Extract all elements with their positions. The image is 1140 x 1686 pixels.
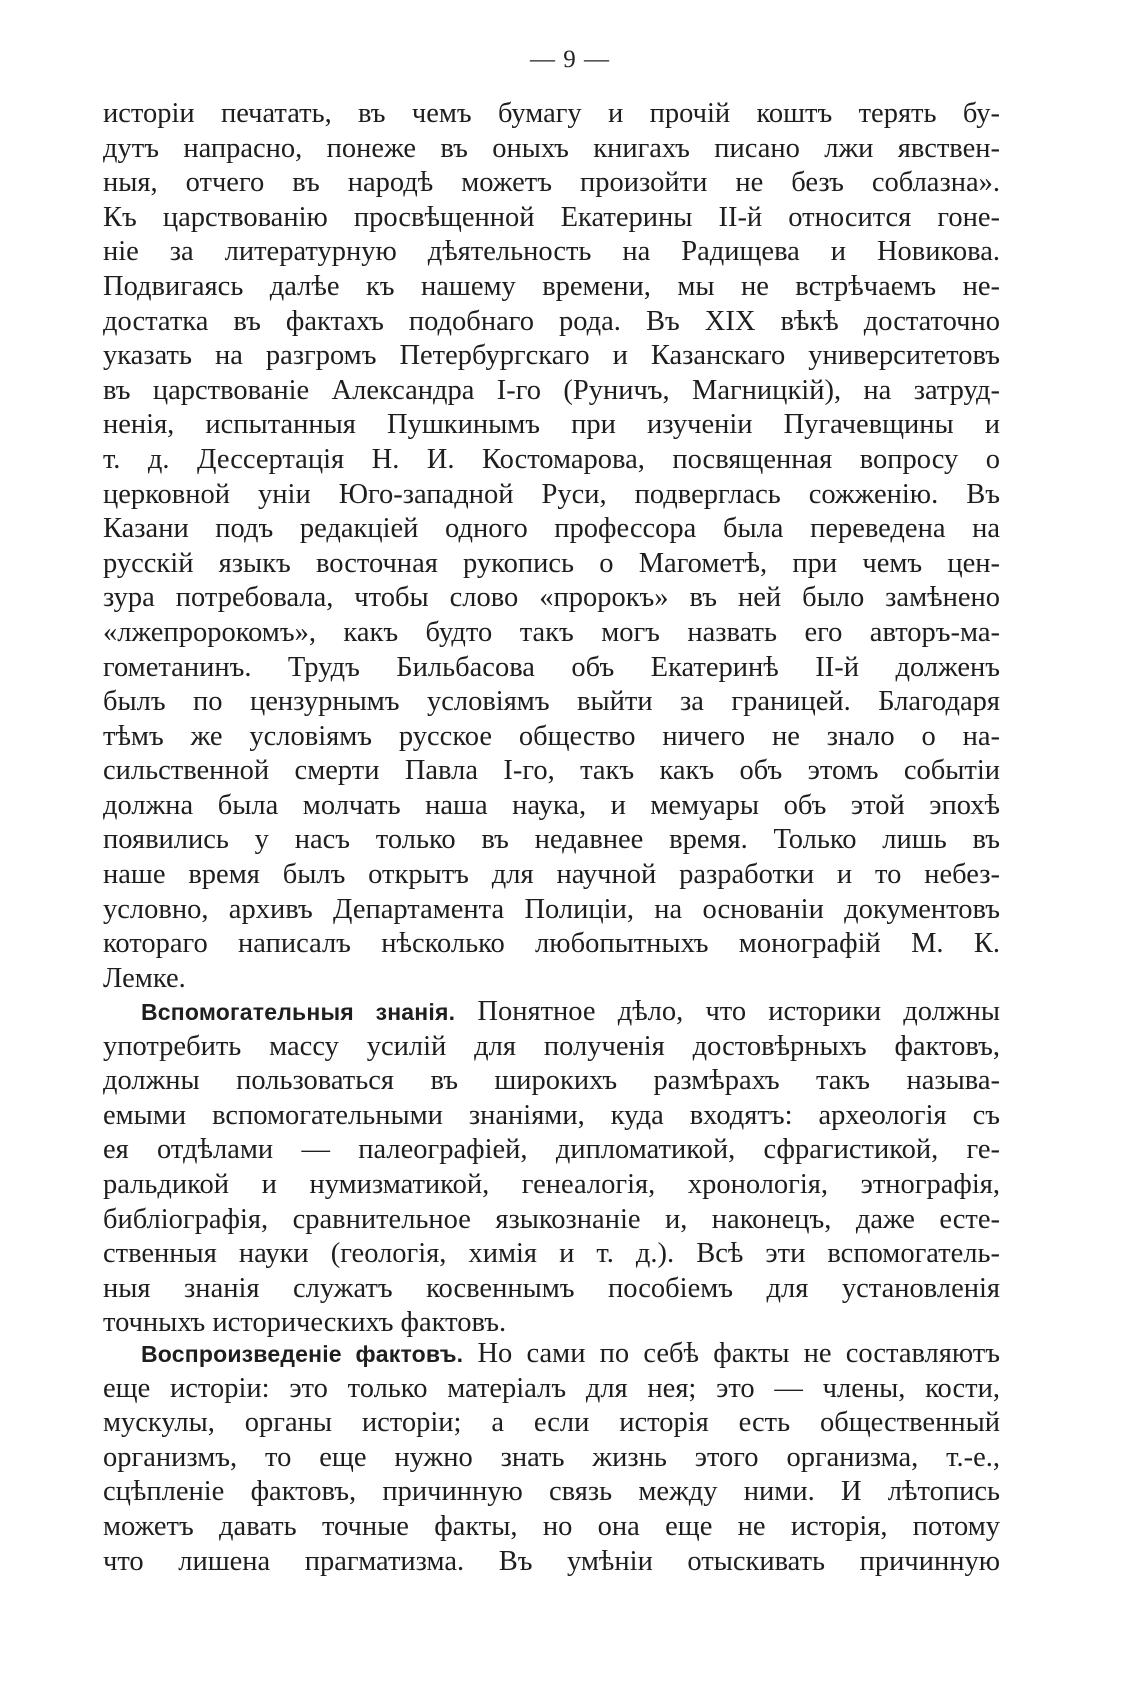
paragraph-censorship-history xyxy=(103,97,1000,996)
text-line: церковной уніи Юго-западной Руси, подверглась сожженію. Въ xyxy=(103,478,1000,510)
text-line: исторіи печатать, въ чемъ бумагу и прочій коштъ терять бу- xyxy=(103,98,1000,129)
paragraph-reproduction-of-facts xyxy=(103,1337,1000,1579)
text-line: Къ царствованію просвѣщенной Екатерины II-й относится гоне- xyxy=(103,201,1000,233)
paragraph-auxiliary-knowledge xyxy=(103,995,1000,1341)
text-line: емыми вспомогательными знаніями, куда входятъ: археологія съ xyxy=(103,1099,1000,1131)
text-line: ніе за литературную дѣятельность на Радищева и Новикова. xyxy=(103,236,1000,268)
text-line: русскій языкъ восточная рукопись о Магометѣ, при чемъ цен- xyxy=(103,547,1000,579)
text-line: ненія, испытанныя Пушкинымъ при изученіи Пугачевщины и xyxy=(103,409,1000,441)
text-line: что лишена прагматизма. Въ умѣніи отыскивать причинную xyxy=(103,1545,1000,1577)
text-line: дутъ напрасно, понеже въ оныхъ книгахъ писано лжи явствен- xyxy=(103,132,1000,164)
text-line: сцѣпленіе фактовъ, причинную связь между ними. И лѣтопись xyxy=(103,1476,1000,1508)
text-line: организмъ, то еще нужно знать жизнь этого организма, т.-е., xyxy=(103,1441,1000,1473)
text-line: должна была молчать наша наука, и мемуары объ этой эпохѣ xyxy=(103,789,1000,821)
text-line: Казани подъ редакціей одного профессора была переведена на xyxy=(103,513,1000,545)
text-line: ныя знанія служатъ косвеннымъ пособіемъ для установленія xyxy=(103,1272,1000,1304)
text-line: «лжепророкомъ», какъ будто такъ могъ назвать его авторъ-ма- xyxy=(103,616,1000,648)
text-line: ственныя науки (геологія, химія и т. д.). Всѣ эти вспомогатель- xyxy=(103,1238,1000,1270)
text-line: указать на разгромъ Петербургскаго и Казанскаго университетовъ xyxy=(103,340,1000,372)
text-line: появились у насъ только въ недавнее время. Только лишь въ xyxy=(103,824,1000,856)
text-line: должны пользоваться въ широкихъ размѣрахъ такъ называ- xyxy=(103,1065,1000,1097)
paragraph-first-line xyxy=(103,1337,1000,1372)
text-line: точныхъ историческихъ фактовъ. xyxy=(103,1307,507,1339)
text-line: былъ по цензурнымъ условіямъ выйти за границей. Благодаря xyxy=(103,686,1000,718)
page-number: — 9 — xyxy=(530,46,610,73)
text-line: сильственной смерти Павла I-го, такъ какъ объ этомъ событіи xyxy=(103,755,1000,787)
text-line: можетъ давать точные факты, но она еще не исторія, потому xyxy=(103,1510,1000,1542)
text-line: котораго написалъ нѣсколько любопытныхъ монографій М. К. xyxy=(103,928,1000,960)
section-heading: Воспроизведеніе фактовъ. xyxy=(141,1341,464,1367)
text-line: т. д. Дессертація Н. И. Костомарова, посвященная вопросу о xyxy=(103,443,1000,475)
text-fragment: Понятное дѣло, что историки должны xyxy=(477,996,1000,1027)
text-line: ральдикой и нумизматикой, генеалогія, хронологія, этнографія, xyxy=(103,1168,1000,1200)
text-line: ея отдѣлами — палеографіей, дипломатикой, сфрагистикой, ге- xyxy=(103,1134,1000,1166)
text-line: мускулы, органы исторіи; а если исторія есть общественный xyxy=(103,1407,1000,1439)
text-line: тѣмъ же условіямъ русское общество ничего не знало о на- xyxy=(103,720,1000,752)
text-line: употребить массу усилій для полученія достовѣрныхъ фактовъ, xyxy=(103,1030,1000,1062)
text-line: ныя, отчего въ народѣ можетъ произойти не безъ соблазна». xyxy=(103,167,1000,199)
text-line: въ царствованіе Александра I-го (Руничъ, Магницкій), на затруд- xyxy=(103,374,1000,406)
text-line: зура потребовала, чтобы слово «пророкъ» въ ней было замѣнено xyxy=(103,582,1000,614)
paragraph-first-line xyxy=(103,995,1000,1030)
text-line: Лемке. xyxy=(103,962,186,994)
text-fragment: Но сами по себѣ факты не составляютъ xyxy=(477,1338,1000,1369)
text-line: условно, архивъ Департамента Полиціи, на основаніи документовъ xyxy=(103,893,1000,925)
text-line: гометанинъ. Трудъ Бильбасова объ Екатеринѣ II-й долженъ xyxy=(103,651,1000,683)
text-line: библіографія, сравнительное языкознаніе и, наконецъ, даже есте- xyxy=(103,1203,1000,1235)
text-line: достатка въ фактахъ подобнаго рода. Въ XIX вѣкѣ достаточно xyxy=(103,305,1000,337)
text-line: еще исторіи: это только матеріалъ для нея; это — члены, кости, xyxy=(103,1372,1000,1404)
text-line: наше время былъ открытъ для научной разработки и то небез- xyxy=(103,859,1000,891)
section-heading: Вспомогательныя знанія. xyxy=(141,999,456,1025)
text-line: Подвигаясь далѣе къ нашему времени, мы не встрѣчаемъ не- xyxy=(103,270,1000,302)
